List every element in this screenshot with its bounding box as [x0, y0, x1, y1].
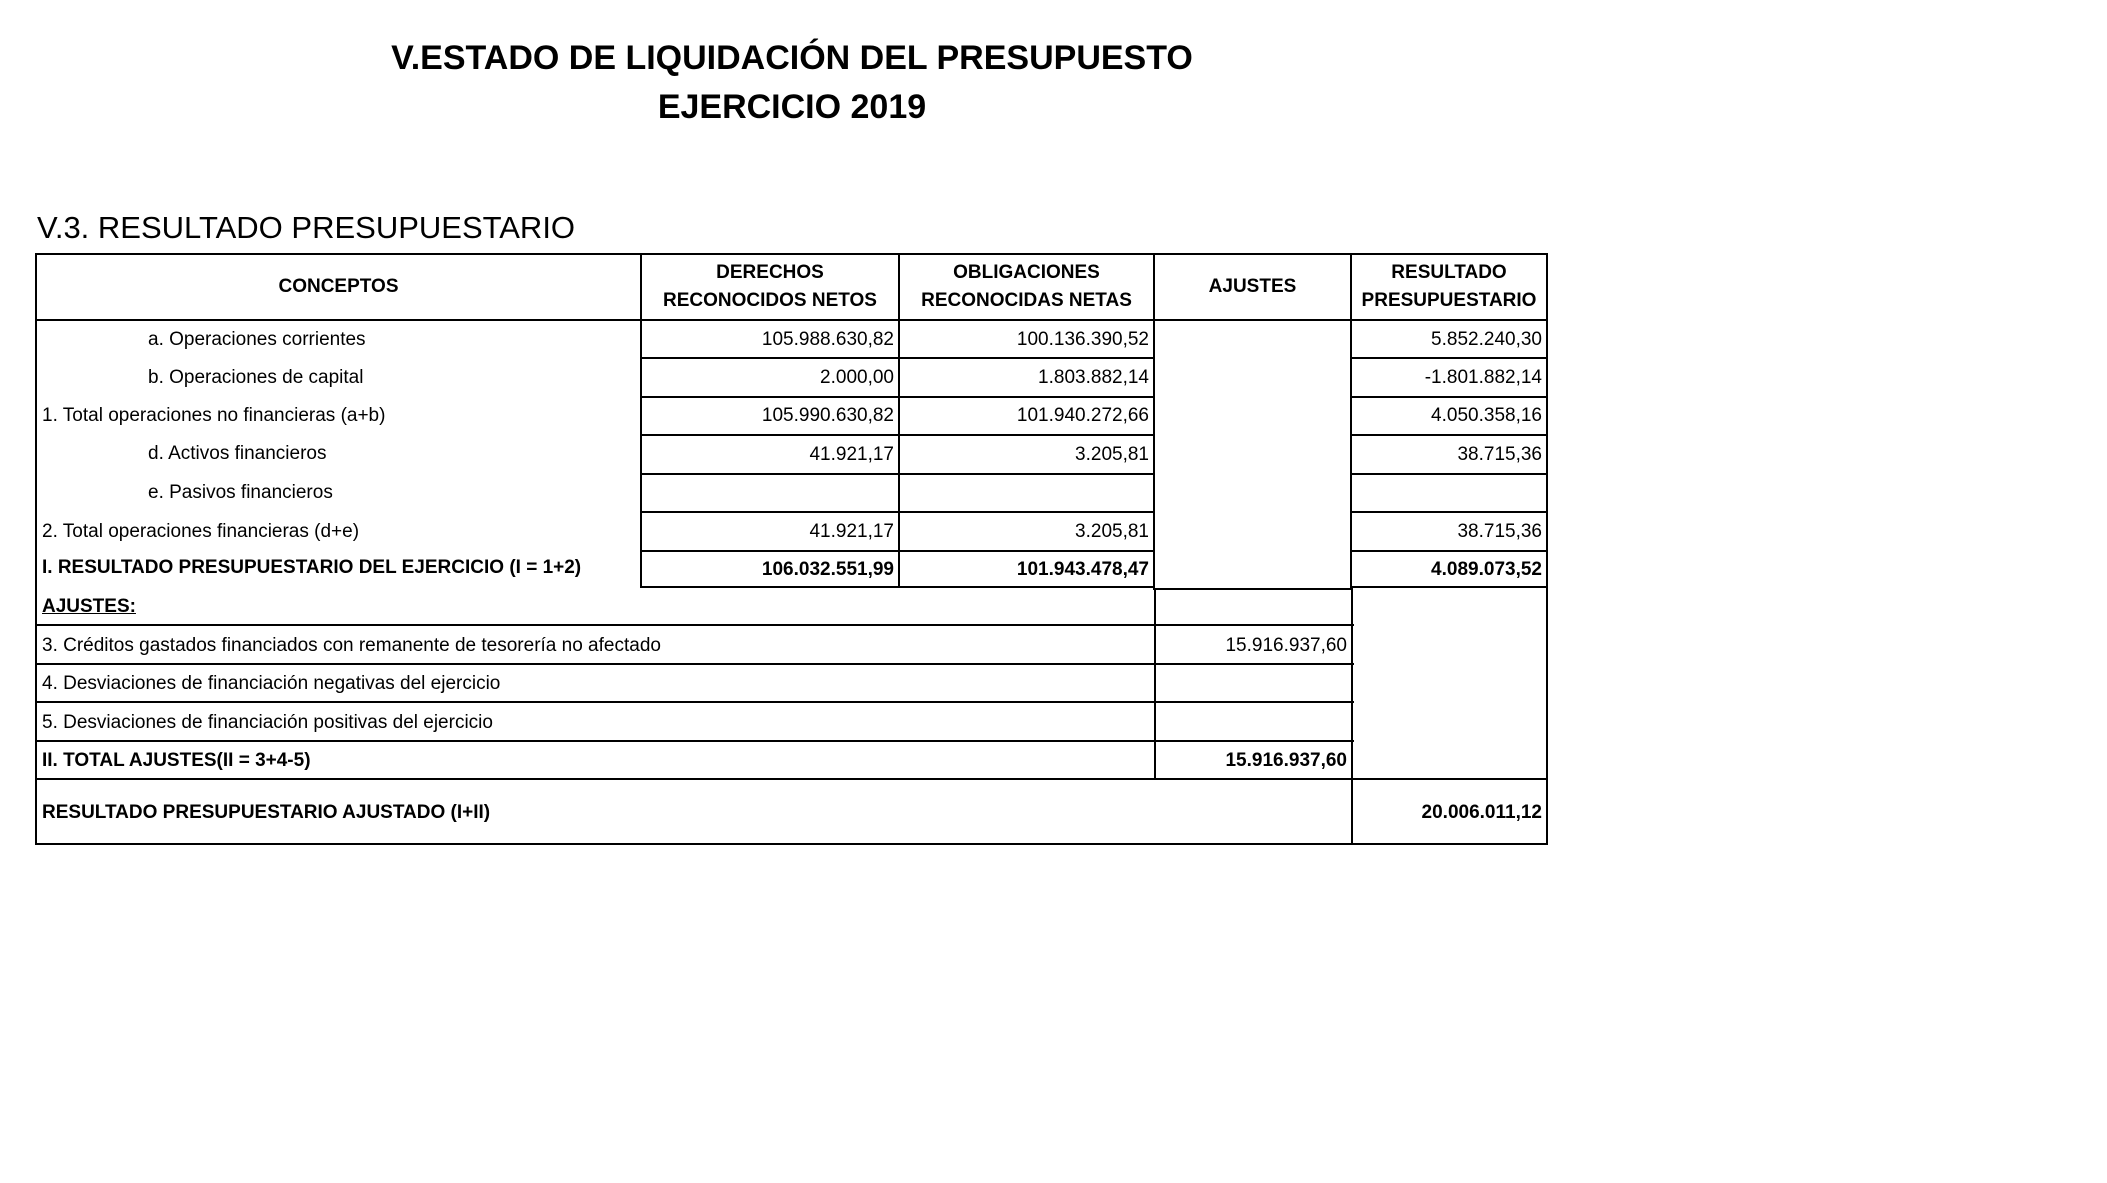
header-resultado-line1: RESULTADO — [1391, 262, 1507, 283]
row-concepto: d. Activos financieros — [148, 443, 327, 464]
table-border — [35, 778, 1548, 780]
table-border — [35, 624, 1354, 626]
table-border — [35, 253, 37, 845]
header-derechos-line2: RECONOCIDOS NETOS — [663, 290, 877, 311]
row-obligaciones: 100.136.390,52 — [1016, 329, 1149, 350]
table-border — [1153, 253, 1155, 590]
table-border — [1350, 253, 1352, 590]
table-border — [1351, 511, 1548, 513]
document-title: V.ESTADO DE LIQUIDACIÓN DEL PRESUPUESTO — [391, 39, 1193, 77]
row-obligaciones: 101.940.272,66 — [1016, 405, 1149, 426]
row-derechos: 105.990.630,82 — [761, 405, 894, 426]
row-resultado: 4.089.073,52 — [1431, 559, 1542, 580]
header-obligaciones — [899, 254, 1154, 320]
ajuste-valor — [1155, 665, 1352, 703]
row-concepto: b. Operaciones de capital — [148, 367, 364, 388]
header-resultado — [1351, 254, 1547, 320]
table-border — [1351, 434, 1548, 436]
table-border — [35, 663, 1354, 665]
row-derechos — [641, 474, 899, 512]
row-concepto: 2. Total operaciones financieras (d+e) — [42, 521, 360, 542]
header-resultado-line2: PRESUPUESTARIO — [1361, 290, 1537, 311]
final-resultado: 20.006.011,12 — [1421, 801, 1542, 823]
table-border — [1351, 396, 1548, 398]
row-resultado: 38.715,36 — [1457, 444, 1542, 465]
row-resultado — [1351, 474, 1547, 512]
table-border — [1351, 357, 1548, 359]
row-obligaciones — [899, 474, 1154, 512]
table-border — [35, 701, 1354, 703]
header-obligaciones-line2: RECONOCIDAS NETAS — [921, 290, 1132, 311]
row-resultado: 4.050.358,16 — [1431, 405, 1542, 426]
row-resultado: 38.715,36 — [1457, 521, 1542, 542]
row-concepto: I. RESULTADO PRESUPUESTARIO DEL EJERCICIO (I = 1+2) — [42, 557, 582, 578]
ajuste-valor: 15.916.937,60 — [1225, 750, 1347, 771]
row-derechos: 106.032.551,99 — [761, 559, 894, 580]
row-obligaciones: 101.943.478,47 — [1016, 559, 1149, 580]
table-border — [640, 253, 642, 588]
row-concepto: e. Pasivos financieros — [148, 482, 333, 503]
table-border — [35, 253, 1548, 255]
table-border — [1351, 550, 1548, 552]
row-derechos: 105.988.630,82 — [761, 329, 894, 350]
row-derechos: 41.921,17 — [809, 444, 894, 465]
header-ajustes — [1154, 254, 1351, 320]
table-border — [1154, 588, 1351, 590]
row-obligaciones: 3.205,81 — [1075, 521, 1149, 542]
section-title: V.3. RESULTADO PRESUPUESTARIO — [37, 210, 576, 245]
table-border — [1351, 473, 1548, 475]
ajuste-valor: 15.916.937,60 — [1225, 635, 1347, 656]
row-concepto: 1. Total operaciones no financieras (a+b) — [42, 405, 386, 426]
final-concepto: RESULTADO PRESUPUESTARIO AJUSTADO (I+II) — [42, 801, 491, 823]
row-resultado: -1.801.882,14 — [1424, 367, 1542, 388]
header-conceptos-label: CONCEPTOS — [278, 276, 399, 297]
ajuste-concepto: 5. Desviaciones de financiación positivas del ejercicio — [42, 712, 493, 733]
row-resultado: 5.852.240,30 — [1431, 329, 1542, 350]
table-border — [1351, 586, 1353, 845]
table-border — [898, 253, 900, 588]
header-obligaciones-line1: OBLIGACIONES — [953, 262, 1100, 283]
header-ajustes-label: AJUSTES — [1208, 276, 1297, 297]
ajuste-concepto: 3. Créditos gastados financiados con remanente de tesorería no afectado — [42, 635, 661, 656]
table-border — [35, 319, 1548, 321]
row-derechos: 2.000,00 — [820, 367, 894, 388]
table-border — [1546, 253, 1548, 845]
row-derechos: 41.921,17 — [809, 521, 894, 542]
header-derechos — [641, 254, 899, 320]
document-subtitle: EJERCICIO 2019 — [657, 88, 927, 126]
row-obligaciones: 1.803.882,14 — [1038, 367, 1149, 388]
ajustes-heading: AJUSTES: — [42, 596, 136, 617]
row-concepto: a. Operaciones corrientes — [148, 329, 366, 350]
table-border — [35, 740, 1354, 742]
table-border — [1154, 588, 1156, 780]
ajuste-concepto: 4. Desviaciones de financiación negativas del ejercicio — [42, 673, 501, 694]
row-obligaciones: 3.205,81 — [1075, 444, 1149, 465]
ajuste-concepto: II. TOTAL AJUSTES(II = 3+4-5) — [42, 750, 311, 771]
header-conceptos — [36, 254, 641, 320]
table-border — [1351, 586, 1548, 588]
ajuste-valor — [1155, 704, 1352, 742]
table-border — [35, 843, 1548, 845]
header-derechos-line1: DERECHOS — [716, 262, 824, 283]
